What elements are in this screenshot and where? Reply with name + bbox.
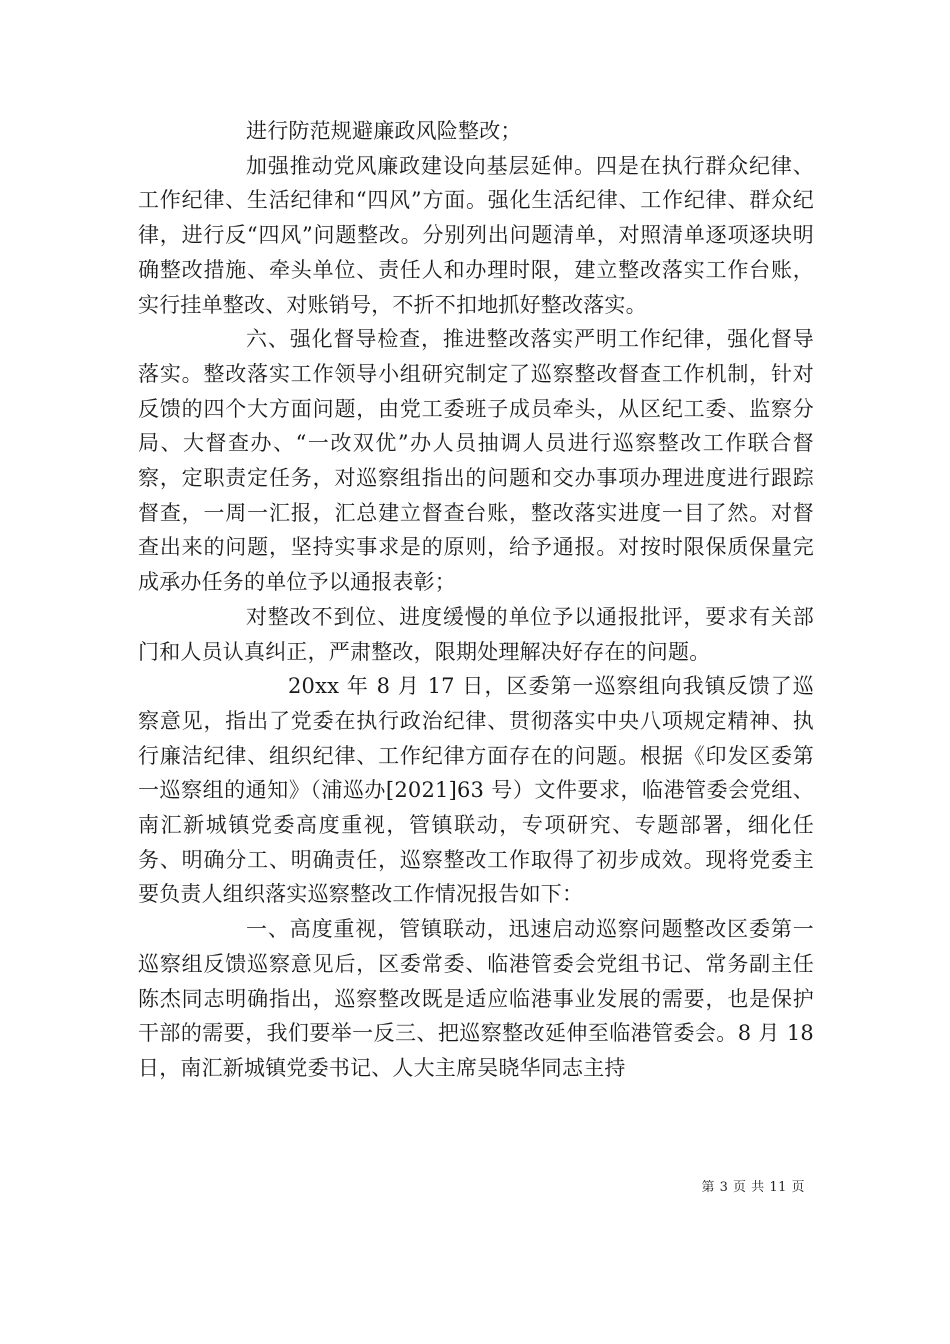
paragraph-6: 一、高度重视，管镇联动，迅速启动巡察问题整改区委第一巡察组反馈巡察意见后，区委常委、临港管委会党组书记、常务副主任陈杰同志明确指出，巡察整改既是适应临港事业发展的需要，也是保护干部的需要，我们要举一反三、把巡察整改延伸至临港管委会。8 月 18 日，南汇新城镇党委书记、人大主席吴晓华同志主持 xyxy=(138,917,814,1080)
document-body xyxy=(138,114,814,1086)
paragraph-1: 进行防范规避廉政风险整改； xyxy=(246,119,522,143)
paragraph-3: 六、强化督导检查，推进整改落实严明工作纪律，强化督导落实。整改落实工作领导小组研究制定了巡察整改督查工作机制，针对反馈的四个大方面问题，由党工委班子成员牵头，从区纪工委、监察分局、大督查办、“一改双优”办人员抽调人员进行巡察整改工作联合督察，定职责定任务，对巡察组指出的问题和交办事项办理进度进行跟踪督查，一周一汇报，汇总建立督查台账，整改落实进度一目了然。对督查出来的问题，坚持实事求是的原则，给予通报。对按时限保质保量完成承办任务的单位予以通报表彰； xyxy=(138,327,814,595)
page-number-footer: 第 3 页 共 11 页 xyxy=(701,1180,805,1195)
paragraph-2: 加强推动党风廉政建设向基层延伸。四是在执行群众纪律、工作纪律、生活纪律和“四风”方面。强化生活纪律、工作纪律、群众纪律，进行反“四风”问题整改。分别列出问题清单，对照清单逐项逐块明确整改措施、牵头单位、责任人和办理时限，建立整改落实工作台账，实行挂单整改、对账销号，不折不扣地抓好整改落实。 xyxy=(138,153,814,317)
paragraph-5: 20xx 年 8 月 17 日，区委第一巡察组向我镇反馈了巡察意见，指出了党委在执行政治纪律、贯彻落实中央八项规定精神、执行廉洁纪律、组织纪律、工作纪律方面存在的问题。根据《印发区委第一巡察组的通知》（浦巡办[2021]63 号）文件要求，临港管委会党组、南汇新城镇党委高度重视，管镇联动，专项研究、专题部署，细化任务、明确分工、明确责任，巡察整改工作取得了初步成效。现将党委主要负责人组织落实巡察整改工作情况报告如下： xyxy=(138,674,814,907)
paragraph-4: 对整改不到位、进度缓慢的单位予以通报批评，要求有关部门和人员认真纠正，严肃整改，限期处理解决好存在的问题。 xyxy=(138,604,814,664)
